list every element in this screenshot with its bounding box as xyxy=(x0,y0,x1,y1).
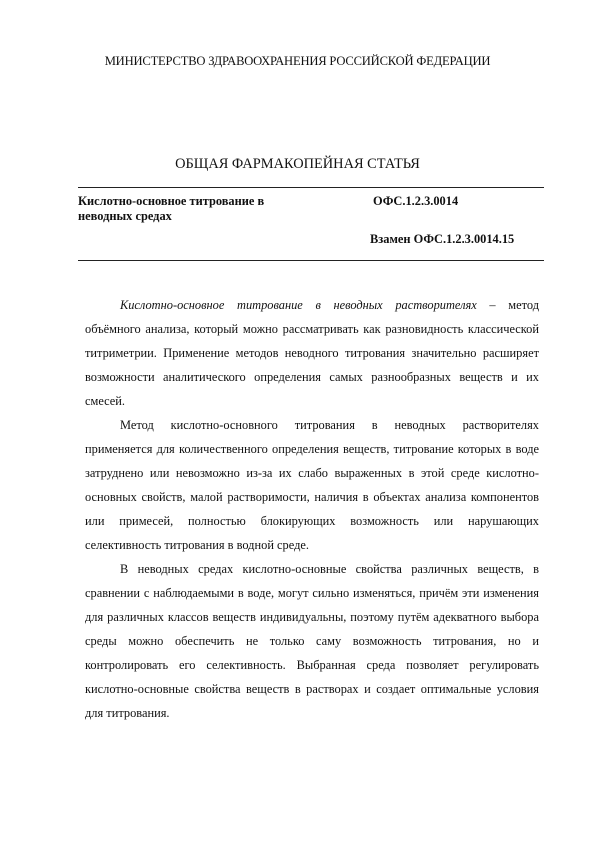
article-code: ОФС.1.2.3.0014 xyxy=(373,194,459,208)
ministry-header: МИНИСТЕРСТВО ЗДРАВООХРАНЕНИЯ РОССИЙСКОЙ ФЕДЕРАЦИИ xyxy=(104,54,491,68)
defined-term: Кислотно-основное титрование в неводных растворителях xyxy=(120,298,477,312)
header-divider-top xyxy=(78,187,544,188)
paragraph-1-text: – метод объёмного анализа, который можно рассматривать как разновидность классической титриметрии. Применение методов неводного титрования значительно расширяет возможности аналитического определения самых разнообразных веществ и их смесей. xyxy=(85,298,540,408)
body-paragraph-2: Метод кислотно-основного титрования в неводных растворителях применяется для количественного определения веществ, титрование которых в воде затруднено или невозможно из-за их слабо выраженных в этой среде кислотно-основных свойств, малой растворимости, наличия в объектах анализа компонентов или примесей, полностью блокирующих возможность или нарушающих селективность титрования в водной среде. xyxy=(85,418,539,552)
header-divider-bottom xyxy=(78,260,544,261)
article-title: Кислотно-основное титрование в неводных средах xyxy=(78,194,265,223)
document-type-title: ОБЩАЯ ФАРМАКОПЕЙНАЯ СТАТЬЯ xyxy=(175,156,420,172)
body-paragraph-1 xyxy=(85,293,539,413)
article-body xyxy=(85,293,539,725)
body-paragraph-3: В неводных средах кислотно-основные свойства различных веществ, в сравнении с наблюдаемыми в воде, могут сильно изменяться, причём эти изменения для различных классов веществ индивидуальны, поэтому путём адекватного выбора среды можно обеспечить не только саму возможность титрования, но и контролировать его селективность. Выбранная среда позволяет регулировать кислотно-основные свойства веществ в растворах и создает оптимальные условия для титрования. xyxy=(85,562,539,720)
replaces-code: Взамен ОФС.1.2.3.0014.15 xyxy=(370,232,515,246)
